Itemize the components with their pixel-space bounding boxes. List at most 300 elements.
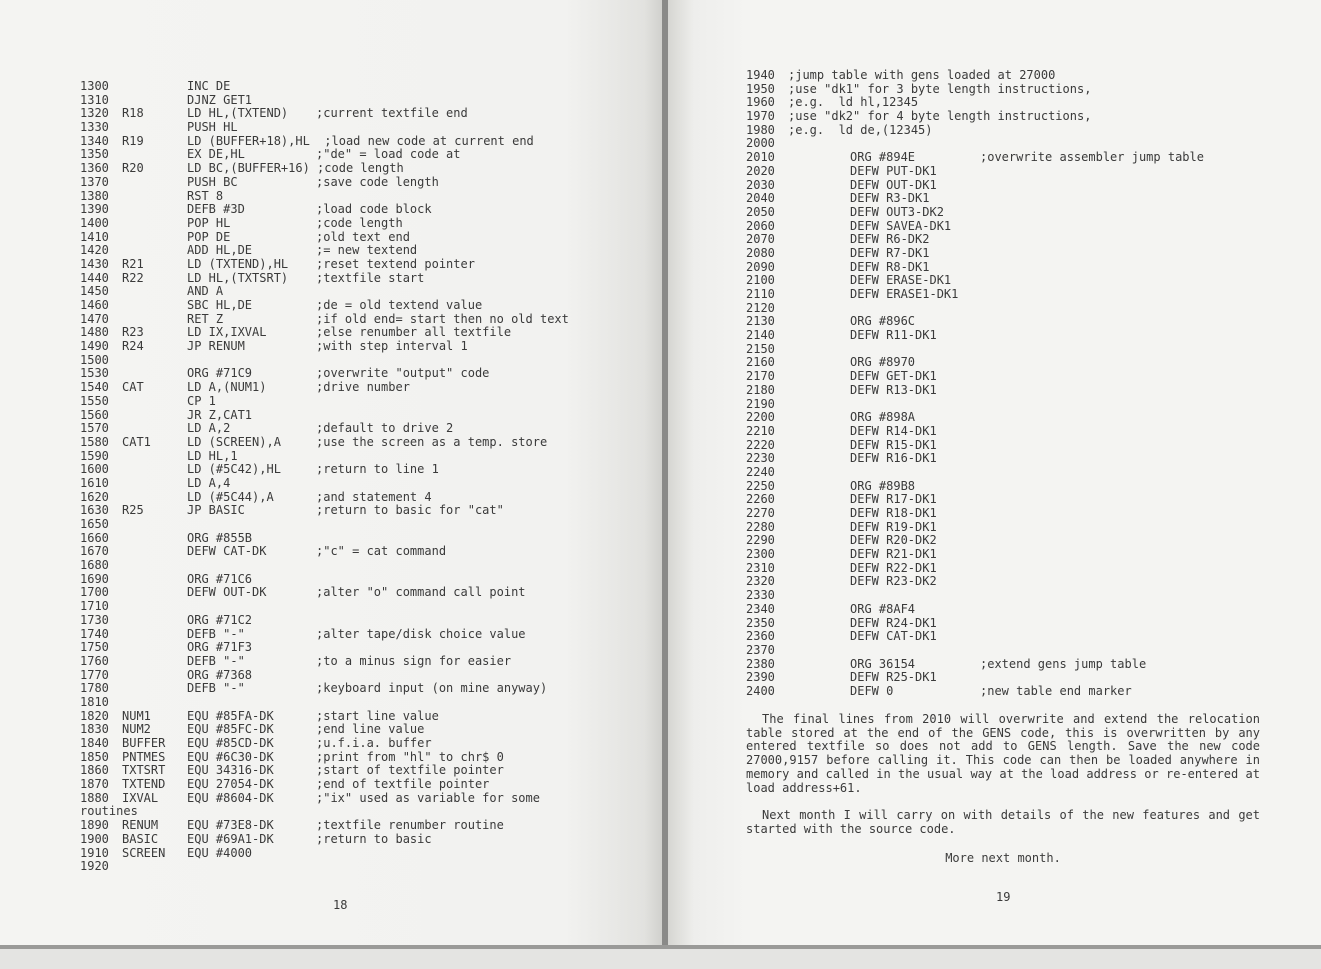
code-instruction: EQU #8604-DK: [187, 790, 274, 805]
code-instruction: DEFW R23-DK2: [850, 574, 937, 589]
line-number: 1380: [80, 188, 109, 203]
line-number: 1330: [80, 120, 109, 135]
code-comment: ;use the screen as a temp. store: [316, 434, 548, 449]
code-instruction: ORG #894E: [850, 150, 916, 165]
code-line: [80, 682, 660, 696]
code-instruction: EQU #4000: [187, 845, 253, 860]
code-line: [80, 847, 660, 861]
code-line: [80, 518, 660, 532]
code-comment: ;end of textfile pointer: [316, 777, 490, 792]
code-line: [746, 630, 1306, 644]
code-comment: ;to a minus sign for easier: [316, 653, 512, 668]
code-line: [746, 575, 1306, 589]
code-instruction: LD HL,(TXTEND): [187, 106, 289, 121]
line-number: 2030: [746, 177, 775, 192]
code-instruction: LD (BUFFER+18),HL ;load new code at current end: [187, 133, 534, 148]
code-instruction: DEFW GET-DK1: [850, 369, 937, 384]
line-number: 1610: [80, 475, 109, 490]
code-comment: ;extend gens jump table: [980, 656, 1147, 671]
code-line: [80, 450, 660, 464]
code-line: [746, 452, 1306, 466]
closing-line: More next month.: [945, 851, 1061, 865]
line-number: 1840: [80, 736, 109, 750]
code-instruction: DEFW 0: [850, 683, 894, 698]
code-line: [746, 220, 1306, 234]
line-number: 2230: [746, 451, 775, 466]
code-line: [80, 504, 660, 518]
code-instruction: DEFW R22-DK1: [850, 560, 937, 575]
code-comment: ;textfile renumber routine: [316, 818, 504, 833]
line-number: 1390: [80, 202, 109, 217]
code-instruction: SBC HL,DE: [187, 298, 253, 312]
code-label: R19: [122, 133, 144, 148]
code-instruction: ORG #7368: [187, 667, 253, 682]
code-instruction: LD (#5C44),A: [187, 489, 274, 504]
page-number-right: 19: [996, 890, 1011, 904]
line-number: 2220: [746, 437, 775, 452]
code-line: [746, 411, 1306, 425]
code-instruction: EQU #6C30-DK: [187, 749, 274, 764]
code-instruction: DEFW R14-DK1: [850, 423, 937, 438]
code-line: [746, 398, 1306, 412]
code-instruction: PUSH HL: [187, 120, 238, 135]
line-number: 2090: [746, 259, 775, 274]
line-number: 1900: [80, 831, 109, 846]
code-line: [80, 176, 660, 190]
code-label: IXVAL: [122, 790, 159, 805]
code-instruction: PUSH BC: [187, 174, 238, 189]
code-instruction: DEFW R3-DK1: [850, 191, 930, 206]
code-line: [80, 573, 660, 587]
line-number: 2300: [746, 547, 775, 562]
code-comment: ;overwrite "output" code: [316, 366, 490, 381]
line-number: 1630: [80, 503, 109, 518]
code-line: [746, 192, 1306, 206]
code-line: [746, 165, 1306, 179]
code-line: [746, 507, 1306, 521]
code-comment: ;return to basic: [316, 831, 432, 846]
code-instruction: DEFW CAT-DK1: [850, 629, 937, 644]
code-instruction: EQU #85FC-DK: [187, 722, 274, 737]
code-line: [80, 148, 660, 162]
code-label: RENUM: [122, 818, 159, 833]
line-number: 1860: [80, 763, 109, 778]
code-line: [80, 285, 660, 299]
code-comment: ;use "dk2" for 4 byte length instructions,: [788, 109, 1092, 124]
code-label: BUFFER: [122, 736, 166, 750]
line-number: 2140: [746, 328, 775, 343]
line-number: 2210: [746, 423, 775, 438]
left-page: [0, 0, 664, 945]
line-number: 2150: [746, 341, 775, 356]
code-line: [746, 151, 1306, 165]
code-line: [80, 258, 660, 272]
code-instruction: DEFW ERASE1-DK1: [850, 287, 959, 301]
code-line: [746, 233, 1306, 247]
code-instruction: EX DE,HL: [187, 147, 245, 162]
code-line: [746, 562, 1306, 576]
code-line: [746, 384, 1306, 398]
code-label: CAT1: [122, 434, 151, 449]
line-number: 1660: [80, 530, 109, 545]
code-label: R22: [122, 270, 144, 285]
code-instruction: DEFB "-": [187, 653, 245, 668]
code-line: [80, 723, 660, 737]
code-comment: ;else renumber all textfile: [316, 325, 512, 340]
code-comment: ;return to basic for "cat": [316, 503, 504, 518]
code-instruction: JP RENUM: [187, 339, 245, 354]
line-number: 2400: [746, 683, 775, 698]
code-instruction: EQU #85CD-DK: [187, 736, 274, 750]
code-line: [80, 710, 660, 724]
line-number: 1780: [80, 681, 109, 696]
code-comment: ;old text end: [316, 229, 410, 244]
line-number: 1970: [746, 109, 775, 124]
code-line: [80, 833, 660, 847]
code-comment: ;print from "hl" to chr$ 0: [316, 749, 504, 764]
line-number: 1540: [80, 380, 109, 395]
line-number: 1500: [80, 352, 109, 367]
code-comment: ;de = old textend value: [316, 298, 483, 312]
code-instruction: DEFW R20-DK2: [850, 533, 937, 548]
line-number: 2180: [746, 382, 775, 397]
line-number: 2070: [746, 232, 775, 247]
line-number: 1680: [80, 558, 109, 573]
code-line: [746, 671, 1306, 685]
code-comment: ;overwrite assembler jump table: [980, 150, 1204, 165]
line-number: 1960: [746, 95, 775, 110]
line-number: routines: [80, 804, 138, 819]
code-line: [80, 367, 660, 381]
line-number: 1890: [80, 818, 109, 833]
code-instruction: DEFW R8-DK1: [850, 259, 930, 274]
line-number: 2310: [746, 560, 775, 575]
left-code-listing: [80, 80, 660, 874]
code-line: [746, 124, 1306, 138]
background-surface: [0, 945, 1321, 969]
line-number: 1490: [80, 339, 109, 354]
code-line: [80, 792, 660, 806]
code-comment: ;jump table with gens loaded at 27000: [788, 68, 1056, 82]
code-instruction: LD IX,IXVAL: [187, 325, 267, 340]
code-label: CAT: [122, 380, 144, 395]
line-number: 1750: [80, 640, 109, 655]
line-number: 1670: [80, 544, 109, 559]
line-number: 1430: [80, 256, 109, 271]
code-comment: ;with step interval 1: [316, 339, 468, 354]
code-line: [80, 107, 660, 121]
code-instruction: LD BC,(BUFFER+16) ;code length: [187, 161, 404, 176]
line-number: 1340: [80, 133, 109, 148]
code-comment: ;"ix" used as variable for some: [316, 790, 540, 805]
code-instruction: DEFW R18-DK1: [850, 506, 937, 520]
line-number: 1310: [80, 92, 109, 107]
code-comment: ;return to line 1: [316, 462, 439, 477]
code-line: [80, 272, 660, 286]
code-line: [80, 641, 660, 655]
line-number: 2380: [746, 656, 775, 671]
code-instruction: ORG #8AF4: [850, 601, 916, 616]
code-label: TXTEND: [122, 777, 166, 792]
code-line: [746, 329, 1306, 343]
line-number: 1700: [80, 585, 109, 600]
line-number: 1980: [746, 122, 775, 137]
code-instruction: DEFW OUT-DK1: [850, 177, 937, 192]
line-number: 1440: [80, 270, 109, 285]
line-number: 2320: [746, 574, 775, 589]
code-comment: ;e.g. ld hl,12345: [788, 95, 919, 110]
code-comment: ;keyboard input (on mine anyway): [316, 681, 548, 696]
code-instruction: LD HL,1: [187, 448, 238, 463]
code-line: [746, 521, 1306, 535]
right-code-listing: [746, 69, 1306, 699]
code-line: [746, 685, 1306, 699]
code-line: [80, 737, 660, 751]
code-line: [80, 628, 660, 642]
line-number: 1560: [80, 407, 109, 422]
code-line: [80, 121, 660, 135]
line-number: 1480: [80, 325, 109, 340]
line-number: 2290: [746, 533, 775, 548]
line-number: 1920: [80, 859, 109, 874]
code-instruction: CP 1: [187, 393, 216, 408]
line-number: 1300: [80, 79, 109, 93]
line-number: 2120: [746, 300, 775, 315]
line-number: 2020: [746, 163, 775, 178]
line-number: 1760: [80, 653, 109, 668]
code-line: [80, 860, 660, 874]
code-instruction: DEFW R24-DK1: [850, 615, 937, 630]
line-number: 1320: [80, 106, 109, 121]
code-instruction: EQU #69A1-DK: [187, 831, 274, 846]
code-line: [80, 299, 660, 313]
code-instruction: DEFW R11-DK1: [850, 328, 937, 343]
code-comment: ;and statement 4: [316, 489, 432, 504]
code-line: [746, 370, 1306, 384]
code-line: [80, 532, 660, 546]
code-instruction: DEFW R6-DK2: [850, 232, 930, 247]
code-line: [746, 644, 1306, 658]
code-comment: ;load code block: [316, 202, 432, 217]
code-line: [746, 493, 1306, 507]
code-line: [80, 696, 660, 710]
code-comment: ;= new textend: [316, 243, 418, 258]
code-comment: ;alter "o" command call point: [316, 585, 526, 600]
code-line: [746, 658, 1306, 672]
code-line: [80, 586, 660, 600]
code-line: [80, 545, 660, 559]
line-number: 2050: [746, 204, 775, 219]
code-comment: ;if old end= start then no old text: [316, 311, 569, 326]
code-line: [80, 669, 660, 683]
code-instruction: ADD HL,DE: [187, 243, 253, 258]
code-line: [80, 422, 660, 436]
code-line: [746, 617, 1306, 631]
line-number: 1460: [80, 298, 109, 312]
code-comment: ;alter tape/disk choice value: [316, 626, 526, 641]
code-line: [746, 110, 1306, 124]
code-line: [80, 463, 660, 477]
code-instruction: LD (SCREEN),A: [187, 434, 281, 449]
code-instruction: DEFW R21-DK1: [850, 547, 937, 562]
code-instruction: LD HL,(TXTSRT): [187, 270, 289, 285]
line-number: 1470: [80, 311, 109, 326]
code-comment: ;start of textfile pointer: [316, 763, 504, 778]
code-line: [80, 655, 660, 669]
code-line: [80, 395, 660, 409]
line-number: 2270: [746, 506, 775, 520]
code-line: [80, 217, 660, 231]
line-number: 1590: [80, 448, 109, 463]
line-number: 1350: [80, 147, 109, 162]
paragraph-relocation: The final lines from 2010 will overwrite and extend the relocation table stored at the end of the GENS code, this is overwritten by any entered textfile so does not add to GENS length. Save the new code 27000,9157 before calling it. This code can then be loaded anywhere in memory and called in the usual way at the load address or re-entered at load address+61.: [746, 712, 1260, 795]
code-instruction: LD A,(NUM1): [187, 380, 267, 395]
line-number: 1730: [80, 612, 109, 627]
line-number: 2130: [746, 314, 775, 329]
code-instruction: ORG #71C9: [187, 366, 253, 381]
code-instruction: DEFW R16-DK1: [850, 451, 937, 466]
code-instruction: DEFW OUT3-DK2: [850, 204, 944, 219]
line-number: 1580: [80, 434, 109, 449]
line-number: 1370: [80, 174, 109, 189]
line-number: 2190: [746, 396, 775, 411]
line-number: 1820: [80, 708, 109, 723]
code-comment: ;e.g. ld de,(12345): [788, 122, 933, 137]
line-number: 2040: [746, 191, 775, 206]
code-line: [746, 589, 1306, 603]
code-label: R20: [122, 161, 144, 176]
code-instruction: LD A,2: [187, 421, 231, 436]
line-number: 2370: [746, 642, 775, 657]
code-label: R18: [122, 106, 144, 121]
code-instruction: JR Z,CAT1: [187, 407, 253, 422]
code-line: [746, 315, 1306, 329]
code-instruction: DEFW R13-DK1: [850, 382, 937, 397]
code-instruction: DEFW CAT-DK: [187, 544, 267, 559]
code-comment: ;start line value: [316, 708, 439, 723]
code-line: [80, 244, 660, 258]
code-line: [80, 94, 660, 108]
code-label: PNTMES: [122, 749, 166, 764]
code-comment: ;"de" = load code at: [316, 147, 461, 162]
code-line: [80, 805, 660, 819]
code-instruction: DEFW R17-DK1: [850, 492, 937, 507]
code-instruction: ORG #71C2: [187, 612, 253, 627]
code-instruction: EQU 34316-DK: [187, 763, 274, 778]
code-instruction: DEFW ERASE-DK1: [850, 273, 952, 288]
code-instruction: LD (#5C42),HL: [187, 462, 281, 477]
line-number: 2010: [746, 150, 775, 165]
code-line: [746, 439, 1306, 453]
line-number: 2360: [746, 629, 775, 644]
line-number: 2200: [746, 410, 775, 425]
line-number: 1400: [80, 215, 109, 230]
code-label: NUM1: [122, 708, 151, 723]
code-line: [746, 288, 1306, 302]
code-line: [746, 247, 1306, 261]
line-number: 2100: [746, 273, 775, 288]
code-line: [80, 190, 660, 204]
line-number: 2000: [746, 136, 775, 151]
line-number: 2060: [746, 218, 775, 233]
line-number: 2350: [746, 615, 775, 630]
line-number: 2250: [746, 478, 775, 493]
line-number: 1620: [80, 489, 109, 504]
code-line: [746, 548, 1306, 562]
code-instruction: POP HL: [187, 215, 231, 230]
code-line: [80, 326, 660, 340]
code-line: [80, 354, 660, 368]
line-number: 1740: [80, 626, 109, 641]
code-instruction: JP BASIC: [187, 503, 245, 518]
code-label: R25: [122, 503, 144, 518]
code-comment: ;textfile start: [316, 270, 425, 285]
code-instruction: DEFW R15-DK1: [850, 437, 937, 452]
code-line: [80, 477, 660, 491]
code-line: [80, 313, 660, 327]
code-line: [746, 69, 1306, 83]
code-instruction: ORG #896C: [850, 314, 916, 329]
code-line: [746, 356, 1306, 370]
line-number: 1950: [746, 81, 775, 96]
line-number: 1600: [80, 462, 109, 477]
code-instruction: ORG #898A: [850, 410, 916, 425]
code-instruction: DEFW R7-DK1: [850, 245, 930, 260]
code-line: [80, 381, 660, 395]
line-number: 2390: [746, 670, 775, 685]
code-line: [746, 96, 1306, 110]
code-line: [746, 603, 1306, 617]
code-line: [80, 436, 660, 450]
code-instruction: RST 8: [187, 188, 224, 203]
line-number: 1530: [80, 366, 109, 381]
code-comment: ;new table end marker: [980, 683, 1132, 698]
code-comment: ;default to drive 2: [316, 421, 454, 436]
code-line: [746, 343, 1306, 357]
line-number: 1360: [80, 161, 109, 176]
code-instruction: ORG 36154: [850, 656, 916, 671]
code-instruction: DEFW R25-DK1: [850, 670, 937, 685]
code-line: [80, 491, 660, 505]
code-line: [746, 466, 1306, 480]
line-number: 1770: [80, 667, 109, 682]
code-instruction: LD A,4: [187, 475, 231, 490]
code-label: TXTSRT: [122, 763, 166, 778]
paragraph-next-month: Next month I will carry on with details of the new features and get started with the source code.: [746, 808, 1260, 836]
code-line: [80, 819, 660, 833]
code-instruction: AND A: [187, 284, 224, 299]
code-instruction: DJNZ GET1: [187, 92, 253, 107]
line-number: 1850: [80, 749, 109, 764]
code-comment: ;end line value: [316, 722, 425, 737]
code-comment: ;save code length: [316, 174, 439, 189]
code-line: [746, 261, 1306, 275]
code-line: [80, 135, 660, 149]
line-number: 1650: [80, 517, 109, 531]
code-comment: ;"c" = cat command: [316, 544, 447, 559]
code-instruction: DEFW OUT-DK: [187, 585, 267, 600]
code-comment: ;reset textend pointer: [316, 256, 475, 271]
code-line: [746, 302, 1306, 316]
code-line: [80, 340, 660, 354]
code-line: [80, 751, 660, 765]
code-label: R24: [122, 339, 144, 354]
code-instruction: EQU #85FA-DK: [187, 708, 274, 723]
code-instruction: DEFB "-": [187, 626, 245, 641]
code-instruction: DEFW R19-DK1: [850, 519, 937, 534]
code-line: [80, 778, 660, 792]
line-number: 1410: [80, 229, 109, 244]
